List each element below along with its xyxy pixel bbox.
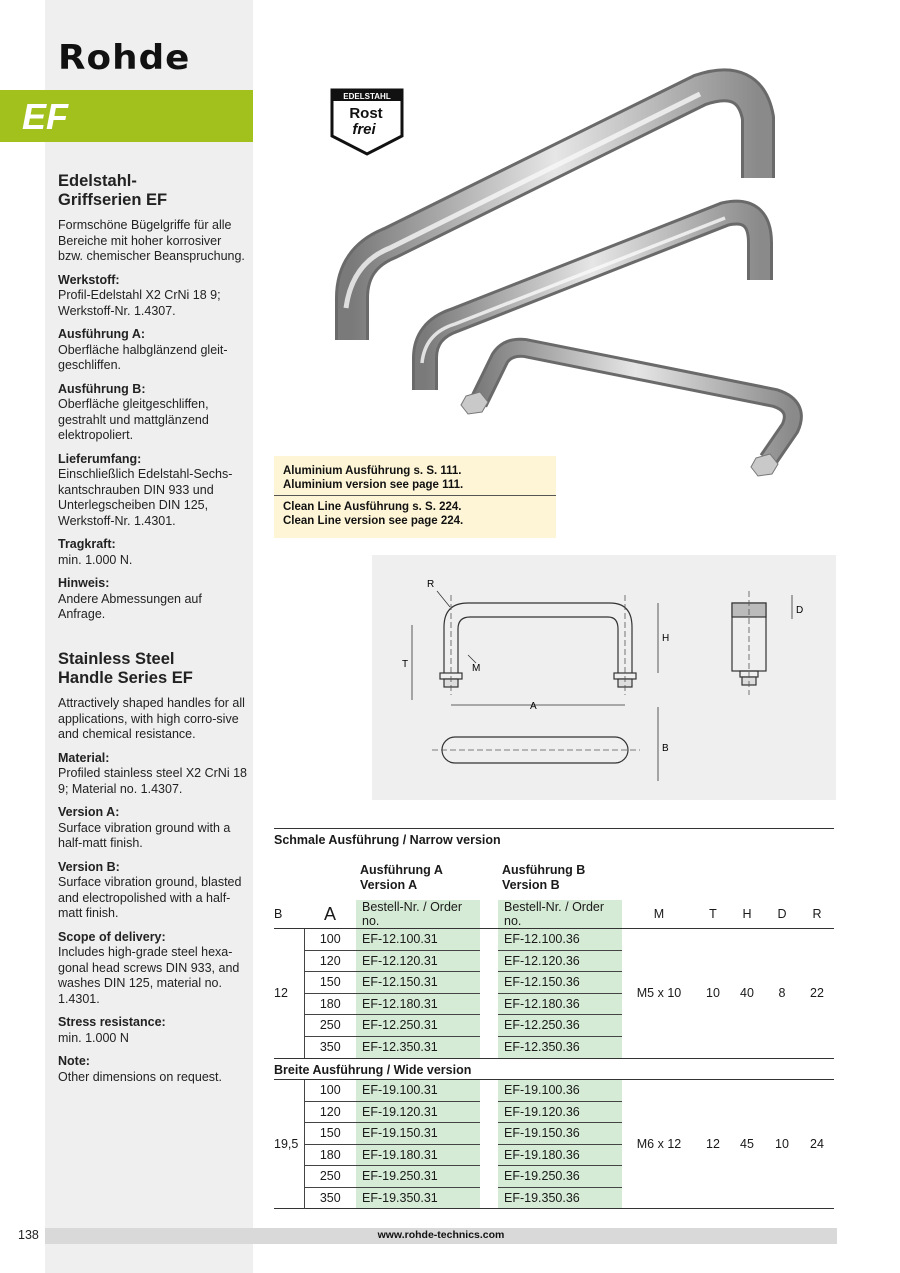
series-band xyxy=(0,90,253,142)
label-h: H xyxy=(662,633,670,644)
wide-version-table xyxy=(274,1080,834,1210)
label-radius: R xyxy=(427,579,435,590)
stainless-badge-icon xyxy=(330,88,404,156)
col-h-header: H xyxy=(730,900,764,929)
cell-m: M6 x 12 xyxy=(636,1136,682,1151)
section-label: Hinweis: xyxy=(58,576,110,590)
series-code: EF xyxy=(22,96,69,137)
english-title: Stainless Steel Handle Series EF xyxy=(58,650,193,687)
cell-order-a: EF-12.350.31 xyxy=(356,1036,480,1058)
cell-order-a: EF-12.150.31 xyxy=(356,972,480,994)
header-version-b: Ausführung B Version B xyxy=(502,863,586,892)
col-r-header: R xyxy=(800,900,834,929)
cell-order-b: EF-12.350.36 xyxy=(498,1036,622,1058)
cell-m: M5 x 10 xyxy=(636,986,682,1001)
table-row xyxy=(274,929,834,951)
cell-order-a: EF-19.350.31 xyxy=(356,1187,480,1209)
column-header-row xyxy=(274,900,834,929)
cell-order-a: EF-19.100.31 xyxy=(356,1080,480,1102)
german-title: Edelstahl- Griffserien EF xyxy=(58,172,168,209)
german-intro: Formschöne Bügelgriffe für alle Bereiche mit hoher korrosiver bzw. chemischer Beanspruchung. xyxy=(58,218,245,263)
cell-t: 12 xyxy=(706,1136,720,1151)
cell-order-b: EF-19.100.36 xyxy=(498,1080,622,1102)
label-m: M xyxy=(472,663,481,674)
cell-order-a: EF-19.120.31 xyxy=(356,1101,480,1123)
cell-a: 100 xyxy=(304,1080,356,1102)
cell-order-b: EF-19.120.36 xyxy=(498,1101,622,1123)
col-order-a-header: Bestell-Nr. / Order no. xyxy=(356,900,480,929)
section-text: min. 1.000 N xyxy=(58,1030,129,1045)
badge-line1: Rost xyxy=(349,105,383,122)
note-divider xyxy=(274,495,556,496)
section-text: Oberfläche gleitgeschliffen, gestrahlt und mattglänzend elektropoliert. xyxy=(58,397,209,442)
cell-a: 250 xyxy=(304,1166,356,1188)
page-number: 138 xyxy=(18,1228,39,1242)
label-t: T xyxy=(402,659,409,670)
col-t-header: T xyxy=(696,900,730,929)
badge-top-text: EDELSTAHL xyxy=(343,92,391,101)
cell-order-a: EF-19.180.31 xyxy=(356,1144,480,1166)
cell-a: 150 xyxy=(304,1123,356,1145)
note-clean-line xyxy=(283,501,463,528)
cell-a: 180 xyxy=(304,993,356,1015)
table-header-versions xyxy=(274,850,834,900)
cell-h: 40 xyxy=(740,986,754,1001)
section-text: Surface vibration ground with a half-matt finish. xyxy=(58,820,231,850)
label-d: D xyxy=(796,605,804,616)
section-label: Werkstoff: xyxy=(58,272,120,287)
cell-a: 150 xyxy=(304,972,356,994)
cell-order-a: EF-12.120.31 xyxy=(356,950,480,972)
cell-order-b: EF-19.180.36 xyxy=(498,1144,622,1166)
cell-d: 10 xyxy=(775,1136,789,1151)
section-text: min. 1.000 N. xyxy=(58,552,133,567)
col-order-b-header: Bestell-Nr. / Order no. xyxy=(498,900,622,929)
note-line: Clean Line Ausführung s. S. 224. xyxy=(283,501,462,513)
section-text: Oberfläche halbglänzend gleit-geschliffen. xyxy=(58,342,228,372)
cell-order-a: EF-12.180.31 xyxy=(356,993,480,1015)
section-label: Stress resistance: xyxy=(58,1015,166,1029)
cell-a: 120 xyxy=(304,950,356,972)
section-text: Other dimensions on request. xyxy=(58,1069,222,1084)
section-label: Note: xyxy=(58,1054,90,1068)
cell-order-b: EF-12.180.36 xyxy=(498,993,622,1015)
cell-a: 120 xyxy=(304,1101,356,1123)
brand-logo: Rohde xyxy=(58,38,191,78)
col-m-header: M xyxy=(622,900,696,929)
cell-r: 24 xyxy=(810,1136,824,1151)
label-b: B xyxy=(662,743,669,754)
section-label: Material: xyxy=(58,750,110,765)
header-version-a: Ausführung A Version A xyxy=(360,863,443,892)
col-a-header: A xyxy=(304,900,356,929)
note-line: Aluminium version see page 111. xyxy=(283,478,464,491)
cell-order-b: EF-19.250.36 xyxy=(498,1166,622,1188)
col-d-header: D xyxy=(764,900,800,929)
cell-order-b: EF-12.250.36 xyxy=(498,1015,622,1037)
section-label: Version A: xyxy=(58,805,120,819)
section-text: Includes high-grade steel hexa-gonal head screws DIN 933, and washes DIN 125, material no. 1.4301. xyxy=(58,945,240,1006)
section-text: Andere Abmessungen auf Anfrage. xyxy=(58,591,202,621)
footer-url[interactable]: www.rohde-technics.com xyxy=(377,1229,505,1241)
footer-bar xyxy=(45,1228,837,1244)
english-intro: Attractively shaped handles for all applications, with high corro-sive and chemical resistance. xyxy=(58,696,245,741)
section-label: Tragkraft: xyxy=(58,537,116,551)
narrow-version-table xyxy=(274,900,834,1058)
badge-line2: frei xyxy=(352,121,376,138)
label-a: A xyxy=(530,701,537,712)
table-row xyxy=(274,1080,834,1102)
section-label: Scope of delivery: xyxy=(58,929,166,944)
english-description xyxy=(58,650,248,1085)
cell-order-b: EF-12.150.36 xyxy=(498,972,622,994)
cell-order-b: EF-19.150.36 xyxy=(498,1123,622,1145)
section-text: Profiled stainless steel X2 CrNi 18 9; Material no. 1.4307. xyxy=(58,766,247,796)
wide-section-title: Breite Ausführung / Wide version xyxy=(274,1058,834,1080)
section-label: Version B: xyxy=(58,859,120,874)
col-b-header: B xyxy=(274,900,304,929)
cell-a: 180 xyxy=(304,1144,356,1166)
cell-order-b: EF-12.100.36 xyxy=(498,929,622,951)
german-description xyxy=(58,172,248,623)
technical-drawing xyxy=(372,555,836,800)
cell-order-a: EF-19.250.31 xyxy=(356,1166,480,1188)
section-label: Lieferumfang: xyxy=(58,451,142,466)
note-line: Clean Line version see page 224. xyxy=(283,514,464,527)
cell-order-a: EF-12.100.31 xyxy=(356,929,480,951)
cell-order-a: EF-19.150.31 xyxy=(356,1123,480,1145)
cell-h: 45 xyxy=(740,1136,754,1151)
section-text: Profil-Edelstahl X2 CrNi 18 9; Werkstoff-Nr. 1.4307. xyxy=(58,288,221,318)
cell-t: 10 xyxy=(706,986,720,1001)
cell-b: 12 xyxy=(274,929,304,1058)
cell-order-a: EF-12.250.31 xyxy=(356,1015,480,1037)
note-aluminium xyxy=(283,465,463,492)
cell-a: 100 xyxy=(304,929,356,951)
cross-reference-note xyxy=(274,456,556,538)
narrow-section-title: Schmale Ausführung / Narrow version xyxy=(274,828,834,850)
cell-order-b: EF-19.350.36 xyxy=(498,1187,622,1209)
section-text: Surface vibration ground, blasted and electropolished with a half-matt finish. xyxy=(58,875,242,920)
cell-d: 8 xyxy=(778,986,786,1001)
product-table xyxy=(274,828,834,1209)
cell-b: 19,5 xyxy=(274,1080,304,1209)
section-text: Einschließlich Edelstahl-Sechs-kantschrauben DIN 933 und Unterlegscheiben DIN 125, Werkstoff-Nr. 1.4301. xyxy=(58,467,233,528)
cell-order-b: EF-12.120.36 xyxy=(498,950,622,972)
note-line: Aluminium Ausführung s. S. 111. xyxy=(283,465,462,477)
cell-r: 22 xyxy=(810,986,824,1001)
cell-a: 250 xyxy=(304,1015,356,1037)
cell-a: 350 xyxy=(319,1040,341,1054)
cell-a: 350 xyxy=(319,1190,341,1205)
section-label: Ausführung B: xyxy=(58,381,146,396)
section-label: Ausführung A: xyxy=(58,327,146,341)
